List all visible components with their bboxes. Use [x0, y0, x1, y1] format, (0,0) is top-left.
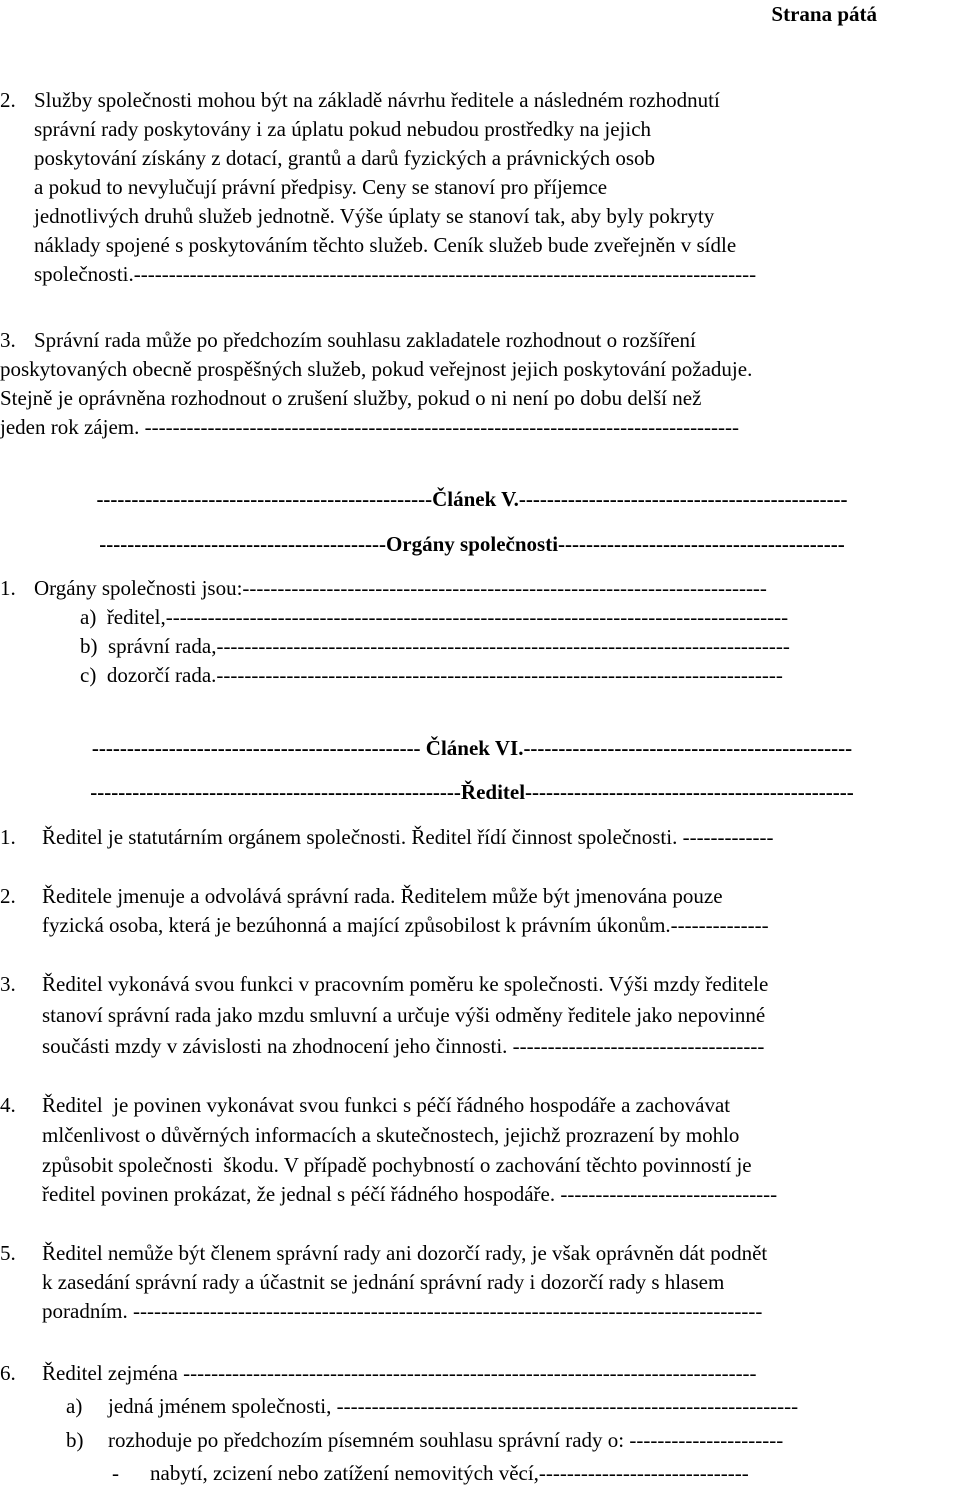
paragraph-line: Orgány společnosti jsou:---------------------------------------------------------------------------: [34, 576, 767, 600]
paragraph-line: ředitel povinen prokázat, že jednal s péčí řádného hospodáře. -------------------------------: [42, 1182, 778, 1206]
paragraph-line: součásti mzdy v závislosti na zhodnocení jeho činnosti. ------------------------------------: [42, 1034, 765, 1058]
list-item: b) správní rada,----------------------------------------------------------------------------------: [80, 634, 790, 658]
paragraph-number: 4.: [0, 1093, 16, 1117]
paragraph-line: jeden rok zájem. -------------------------------------------------------------------------------------: [0, 415, 740, 439]
article-subheading: -----------------------------------------------------Ředitel-----------------------------------------------: [90, 780, 854, 804]
paragraph-line: způsobit společnosti škodu. V případě pochybností o zachování těchto povinností je: [42, 1153, 752, 1177]
paragraph-number: 6.: [0, 1361, 16, 1385]
paragraph-line: správní rady poskytovány i za úplatu pokud nebudou prostředky na jejich: [34, 117, 652, 141]
paragraph-line: fyzická osoba, která je bezúhonná a mající způsobilost k právním úkonům.--------------: [42, 913, 769, 937]
dash-item-label: -: [112, 1461, 119, 1485]
paragraph-line: poskytování získány z dotací, grantů a darů fyzických a právnických osob: [34, 146, 656, 170]
paragraph-line: Stejně je oprávněna rozhodnout o zrušení služby, pokud o ni není po dobu delší než: [0, 386, 702, 410]
paragraph-line: Ředitel vykonává svou funkci v pracovním poměru ke společnosti. Výši mzdy ředitele: [42, 972, 769, 996]
list-item-label: a): [66, 1394, 83, 1418]
list-item: rozhoduje po předchozím písemném souhlasu správní rady o: ----------------------: [108, 1428, 784, 1452]
paragraph-number: 1.: [0, 576, 16, 600]
paragraph-line: mlčenlivost o důvěrných informacích a skutečnostech, jejichž prozrazení by mohlo: [42, 1123, 740, 1147]
list-item: jedná jménem společnosti, ------------------------------------------------------------------: [108, 1394, 799, 1418]
paragraph-line: společnosti.-----------------------------------------------------------------------------------------: [34, 262, 757, 286]
paragraph-line: a pokud to nevylučují právní předpisy. Ceny se stanoví pro příjemce: [34, 175, 608, 199]
list-item-label: b): [66, 1428, 84, 1452]
paragraph-line: Ředitel zejména ----------------------------------------------------------------------------------: [42, 1361, 757, 1385]
article-heading: ----------------------------------------------- Článek VI.-----------------------------------------------: [91, 736, 853, 760]
paragraph-line: náklady spojené s poskytováním těchto služeb. Ceník služeb bude zveřejněn v sídle: [34, 233, 737, 257]
paragraph-line: poskytovaných obecně prospěšných služeb, pokud veřejnost jejich poskytování požaduje.: [0, 357, 753, 381]
paragraph-line: Ředitel je povinen vykonávat svou funkci s péčí řádného hospodáře a zachovávat: [42, 1093, 731, 1117]
paragraph-line: Ředitel je statutárním orgánem společnosti. Ředitel řídí činnost společnosti. -------------: [42, 825, 774, 849]
paragraph-line: Ředitel nemůže být členem správní rady ani dozorčí rady, je však oprávněn dát podnět: [42, 1241, 768, 1265]
paragraph-line: k zasedání správní rady a účastnit se jednání správní rady i dozorčí rady s hlasem: [42, 1270, 725, 1294]
paragraph-line: Správní rada může po předchozím souhlasu zakladatele rozhodnout o rozšíření: [34, 328, 696, 352]
article-subheading: -----------------------------------------Orgány společnosti-----------------------------------------: [99, 532, 845, 556]
paragraph-line: Ředitele jmenuje a odvolává správní rada. Ředitelem může být jmenována pouze: [42, 884, 723, 908]
paragraph-number: 3.: [0, 972, 16, 996]
page-label: Strana pátá: [771, 2, 877, 26]
paragraph-number: 2.: [0, 88, 16, 112]
paragraph-number: 1.: [0, 825, 16, 849]
dash-item: nabytí, zcizení nebo zatížení nemovitých věcí,------------------------------: [150, 1461, 749, 1485]
paragraph-line: stanoví správní rada jako mzdu smluvní a určuje výši odměny ředitele jako nepovinné: [42, 1003, 766, 1027]
paragraph-line: jednotlivých druhů služeb jednotně. Výše úplaty se stanoví tak, aby byly pokryty: [34, 204, 715, 228]
paragraph-number: 3.: [0, 328, 16, 352]
list-item: a) ředitel,-----------------------------------------------------------------------------------------: [80, 605, 789, 629]
article-heading: ------------------------------------------------Článek V.-----------------------------------------------: [96, 487, 848, 511]
paragraph-number: 2.: [0, 884, 16, 908]
paragraph-line: Služby společnosti mohou být na základě návrhu ředitele a následném rozhodnutí: [34, 88, 720, 112]
list-item: c) dozorčí rada.---------------------------------------------------------------------------------: [80, 663, 783, 687]
paragraph-number: 5.: [0, 1241, 16, 1265]
paragraph-line: poradním. ------------------------------------------------------------------------------------------: [42, 1299, 763, 1323]
